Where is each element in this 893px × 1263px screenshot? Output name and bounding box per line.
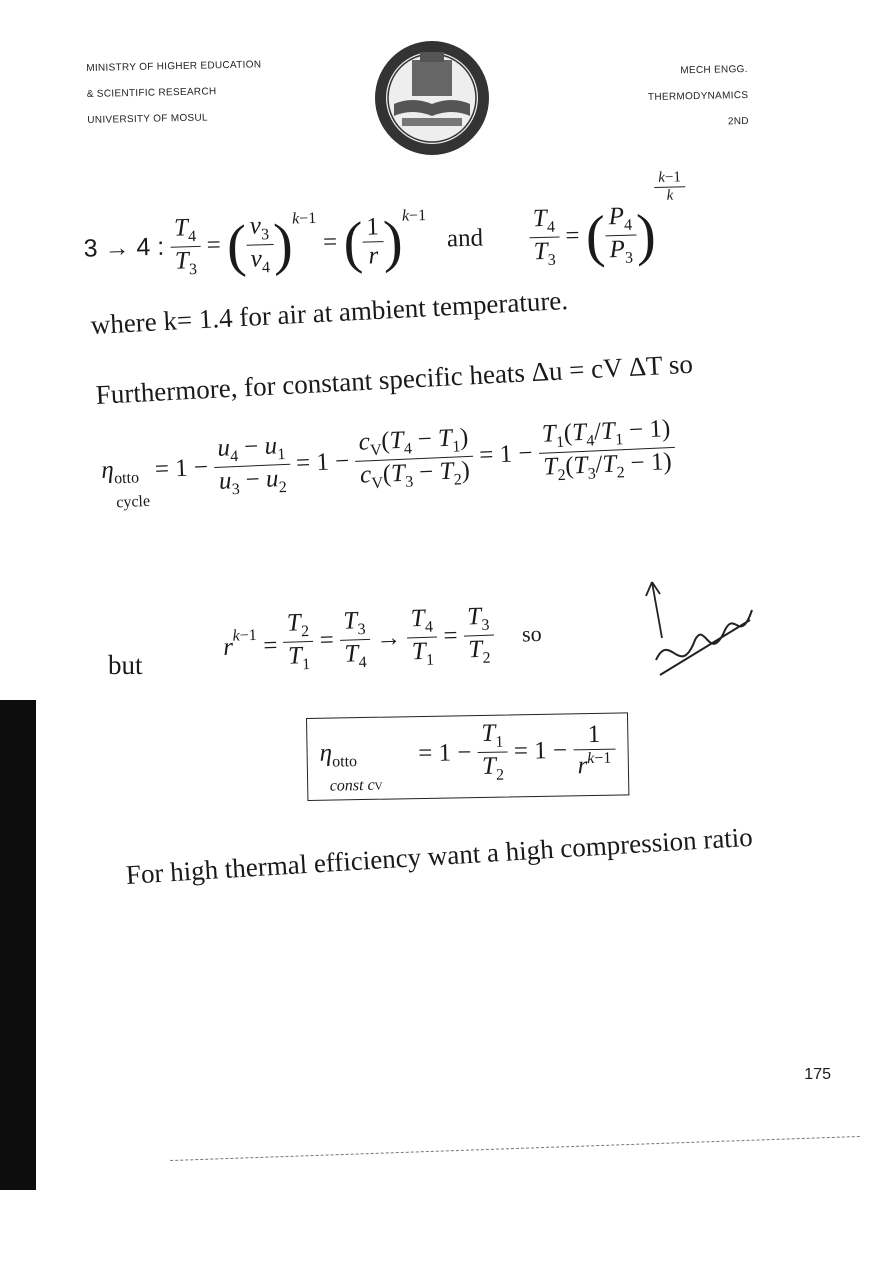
header-course	[647, 57, 749, 137]
header-left-line-3: UNIVERSITY OF MOSUL	[87, 112, 208, 126]
text-but: but	[108, 650, 143, 680]
scan-shadow-edge	[0, 700, 36, 1190]
university-seal	[372, 38, 492, 163]
eta-boxed-otto: otto	[332, 752, 358, 771]
header-institution	[86, 52, 263, 134]
text-so: so	[521, 620, 542, 647]
equation-isentropic-3-4: 3 → 4 : $\frac{T_4}{T_3}$ = ( $\frac{v_3}{v_4}$ )$^{k-1}$ = ( $\frac{1}{r}$ )$^{k-1}$ and $\frac{T_4}{T_3}$ = ( $\frac{P_4}{P_3}$ ) $\frac{k-1}{k}$	[82, 169, 687, 283]
eq1-step: 3 → 4 :	[83, 232, 165, 263]
eta-label-cycle: cycle	[115, 493, 151, 512]
eta-label-otto: otto	[113, 468, 140, 487]
header-right-line-1: MECH ENGG.	[679, 63, 748, 77]
header-right-line-2: THERMODYNAMICS	[647, 89, 749, 104]
eta-boxed-const: const c	[329, 777, 375, 795]
equation-otto-efficiency: $\eta_{otto}$ $_{cycle}$ = 1 − $\frac{u_4 - u_1}{u_3 - u_2}$ = 1 − $\frac{c_V(T_4 - T_1)}{c_V(T_3 - T_2)}$ = 1 − $\frac{T_1(T_4/T_1 - 1)}{T_2(T_3/T_2 - 1)}$	[100, 415, 677, 513]
text-conclusion: For high thermal efficiency want a high compression ratio	[125, 821, 754, 890]
frac-cv: $\frac{c_V(T_4 - T_1)}{c_V(T_3 - T_2)}$	[354, 424, 474, 494]
handwritten-arrow-scribble	[640, 570, 770, 700]
frac-temperature-ratio: $\frac{T_1(T_4/T_1 - 1)}{T_2(T_3/T_2 - 1)}$	[537, 415, 676, 486]
eta-boxed-v: V	[374, 780, 383, 794]
text-where-k: where k= 1.4 for air at ambient temperature.	[90, 284, 569, 340]
header-left-line-2: & SCIENTIFIC RESEARCH	[86, 86, 217, 100]
frac-v3-v4: $\frac{v_3}{v_4}$	[245, 212, 274, 278]
equation-compression-ratio: $r^{k-1}$ = $\frac{T_2}{T_1}$ = $\frac{T_3}{T_4}$ → $\frac{T_4}{T_1}$ = $\frac{T_3}{T_2}$ so	[222, 602, 542, 674]
scan-bottom-edge	[170, 1136, 860, 1161]
frac-p4-p3: $\frac{P_4}{P_3}$	[604, 202, 637, 268]
frac-t4-t3: $\frac{T_4}{T_3}$	[170, 214, 202, 280]
header-right-line-3: 2ND	[727, 115, 749, 128]
frac-1-r: $\frac{1}{r}$	[362, 213, 384, 271]
frac-u: $\frac{u_4 - u_1}{u_3 - u_2}$	[213, 432, 291, 500]
header-left-line-1: MINISTRY OF HIGHER EDUCATION	[86, 59, 262, 74]
frac-t4-t3-b: $\frac{T_4}{T_3}$	[528, 204, 560, 270]
page-number: 175	[804, 1066, 831, 1083]
eq1-and: and	[446, 224, 484, 253]
equation-otto-boxed: $\eta_{otto}$ $_{const cV}$ = 1 − $\frac{T_1}{T_2}$ = 1 − $\frac{1}{r^{k-1}}$	[306, 712, 629, 801]
text-furthermore: Furthermore, for constant specific heats Δu = cV ΔT so	[95, 348, 694, 410]
